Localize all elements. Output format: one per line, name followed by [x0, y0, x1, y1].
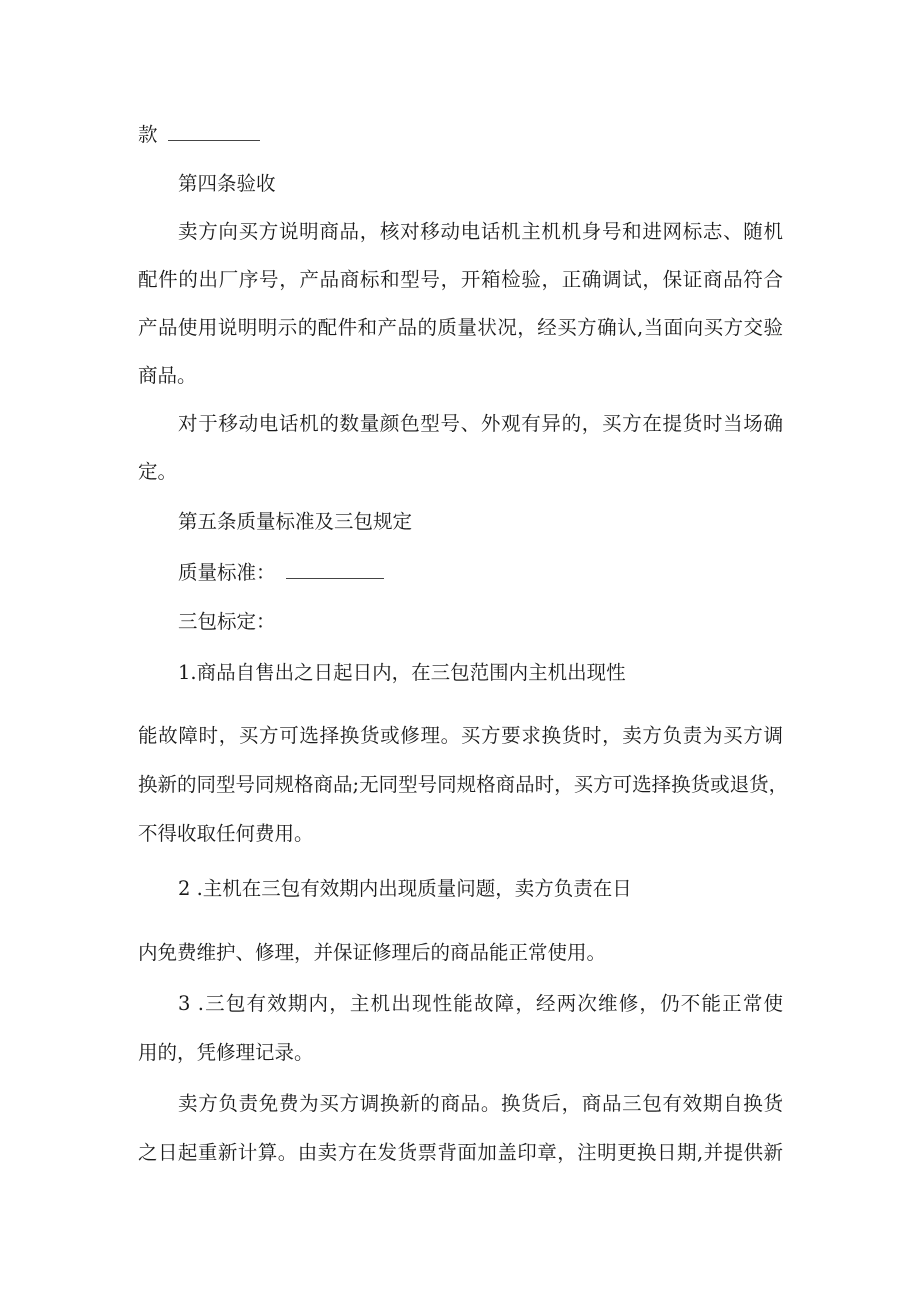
intro-line [138, 120, 260, 149]
article-4-para1-line: 配件的出厂序号，产品商标和型号，开箱检验，正确调试，保证商品符合 [138, 268, 783, 291]
item-1-body-line: 不得收取任何费用。 [138, 822, 314, 845]
intro-blank-field [168, 120, 260, 141]
article-4-para1-line: 卖方向买方说明商品，核对移动电话机主机机身号和进网标志、随机 [178, 220, 783, 243]
item-3-line: 用的，凭修理记录。 [138, 1041, 314, 1064]
intro-label: 款 [138, 123, 158, 146]
item-3-line: 3 .三包有效期内，主机出现性能故障，经两次维修，仍不能正常使 [178, 992, 783, 1015]
item-2-head: 2 .主机在三包有效期内出现质量问题，卖方负责在日 [178, 877, 632, 900]
article-4-para2-line: 定。 [138, 460, 178, 483]
item-2-body: 内免费维护、修理，并保证修理后的商品能正常使用。 [138, 941, 607, 964]
exchange-para-line: 之日起重新计算。由卖方在发货票背面加盖印章，注明更换日期,并提供新 [138, 1141, 783, 1164]
article-5-title: 第五条质量标准及三包规定 [178, 510, 413, 533]
quality-standard-label: 质量标准： [178, 561, 276, 584]
item-1-body-line: 能故障时，买方可选择换货或修理。买方要求换货时，卖方负责为买方调 [138, 724, 783, 747]
article-4-title: 第四条验收 [178, 172, 276, 195]
quality-standard-blank-field [286, 558, 384, 579]
item-1-body-line: 换新的同型号同规格商品;无同型号同规格商品时，买方可选择换货或退货， [138, 773, 789, 796]
quality-standard-line [178, 558, 384, 587]
article-4-para1-line: 产品使用说明明示的配件和产品的质量状况，经买方确认,当面向买方交验 [138, 316, 783, 339]
exchange-para-line: 卖方负责免费为买方调换新的商品。换货后，商品三包有效期自换货 [178, 1092, 783, 1115]
article-4-para1-line: 商品。 [138, 364, 197, 387]
item-1-head: 1.商品自售出之日起日内，在三包范围内主机出现性 [178, 661, 626, 684]
warranty-label: 三包标定： [178, 610, 276, 633]
article-4-para2-line: 对于移动电话机的数量颜色型号、外观有异的，买方在提货时当场确 [178, 412, 783, 435]
